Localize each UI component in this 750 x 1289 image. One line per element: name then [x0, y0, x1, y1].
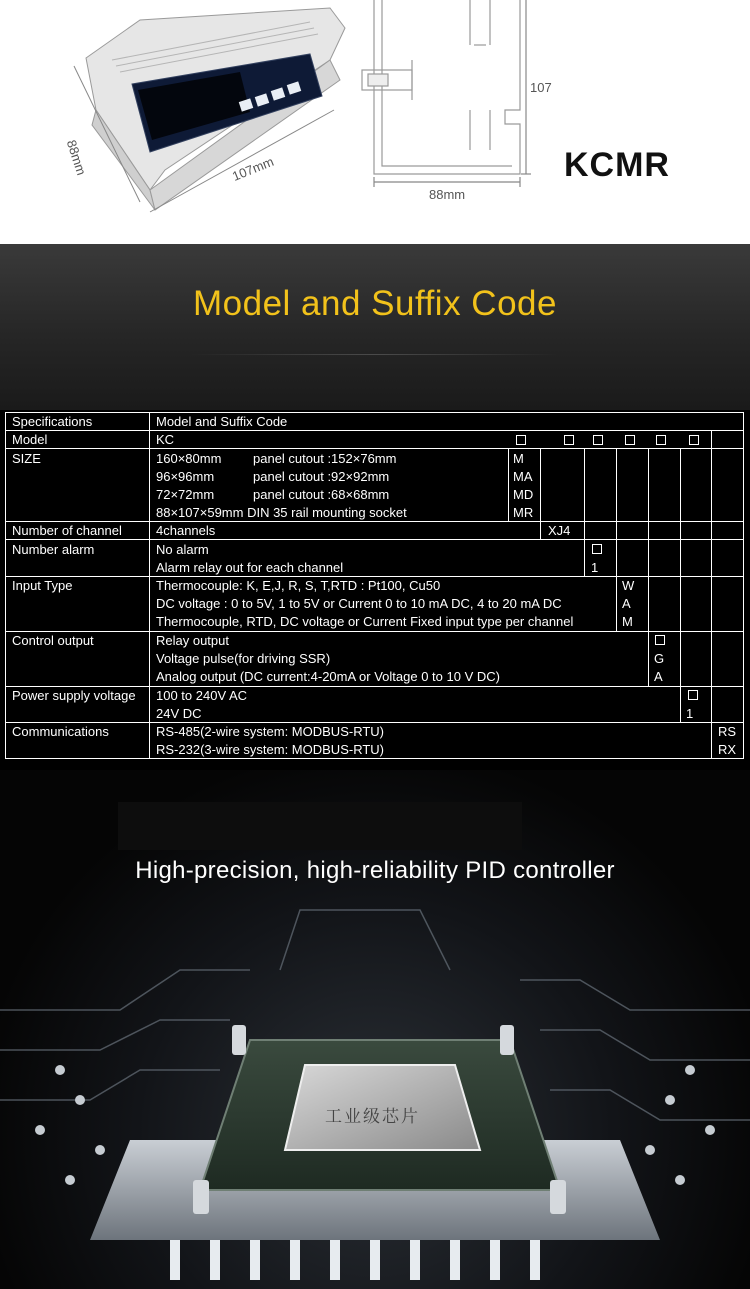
channel-row-label: Number of channel: [12, 523, 122, 538]
size-row-label: SIZE: [12, 451, 41, 466]
size-dims: 88×107×59mm DIN 35 rail mounting socket: [156, 505, 407, 520]
length-dimension-label: 107mm: [230, 153, 276, 184]
section-title: Model and Suffix Code: [193, 284, 557, 323]
input-code: M: [622, 614, 633, 629]
header-model-suffix: Model and Suffix Code: [156, 414, 288, 429]
size-dims: 72×72mm: [156, 487, 215, 502]
input-option: Thermocouple, RTD, DC voltage or Current Fixed input type per channel: [156, 614, 574, 629]
size-code: MR: [513, 505, 534, 520]
product-drawing-section: [0, 0, 750, 244]
control-option: Voltage pulse(for driving SSR): [156, 651, 331, 666]
dimension-drawing: [0, 0, 750, 244]
power-option: 24V DC: [156, 706, 202, 721]
size-dims: 96×96mm: [156, 469, 215, 484]
size-code: MA: [513, 469, 533, 484]
suffix-placeholder-box: [689, 435, 699, 445]
size-dims: 160×80mm: [156, 451, 222, 466]
alarm-code: 1: [591, 560, 599, 575]
suffix-placeholder-box: [516, 435, 526, 445]
input-row-label: Input Type: [12, 578, 73, 593]
size-cutout: panel cutout :92×92mm: [253, 469, 390, 484]
suffix-placeholder-box: [625, 435, 635, 445]
circuit-board-illustration: [0, 770, 750, 1289]
input-code: W: [622, 578, 635, 593]
comm-code: RS: [718, 724, 737, 739]
width-dimension-label: 88mm: [429, 187, 466, 202]
control-row-label: Control output: [12, 633, 94, 648]
power-option: 100 to 240V AC: [156, 688, 248, 703]
input-option: Thermocouple: K, E,J, R, S, T,RTD : Pt100, Cu50: [156, 578, 441, 593]
size-code: MD: [513, 487, 534, 502]
comm-code: RX: [718, 742, 737, 757]
din-rail-device-illustration: [74, 8, 345, 212]
comm-row-label: Communications: [12, 724, 109, 739]
input-code: A: [622, 596, 631, 611]
power-code: 1: [686, 706, 694, 721]
header-specifications: Specifications: [12, 414, 93, 429]
suffix-placeholder-box: [593, 435, 603, 445]
control-code: G: [654, 651, 665, 666]
side-view-outline: [362, 0, 531, 187]
alarm-option: Alarm relay out for each channel: [156, 560, 344, 575]
suffix-placeholder-box: [688, 690, 698, 700]
model-row-label: Model: [12, 432, 48, 447]
input-option: DC voltage : 0 to 5V, 1 to 5V or Current 0 to 10 mA DC, 4 to 20 mA DC: [156, 596, 562, 611]
size-cutout: panel cutout :152×76mm: [253, 451, 397, 466]
model-row-value: KC: [156, 432, 175, 447]
title-banner: [0, 244, 750, 410]
control-option: Relay output: [156, 633, 229, 648]
alarm-row-label: Number alarm: [12, 542, 95, 557]
alarm-option: No alarm: [156, 542, 209, 557]
suffix-placeholder-box: [655, 635, 665, 645]
channel-row-value: 4channels: [156, 523, 216, 538]
size-code: M: [513, 451, 524, 466]
height-dimension-label: 107: [530, 80, 552, 95]
comm-option: RS-232(3-wire system: MODBUS-RTU): [156, 742, 385, 757]
pid-promo-section: [0, 770, 750, 1289]
power-row-label: Power supply voltage: [12, 688, 136, 703]
size-cutout: panel cutout :68×68mm: [253, 487, 390, 502]
spec-table: [0, 410, 750, 770]
control-code: A: [654, 669, 663, 684]
chip-label: 工业级芯片: [325, 1107, 420, 1126]
model-code-label: KCMR: [564, 146, 670, 184]
suffix-placeholder-box: [592, 544, 602, 554]
depth-dimension-label: 88mm: [63, 138, 90, 177]
pid-headline: High-precision, high-reliability PID controller: [135, 857, 615, 884]
banner-divider: [190, 354, 560, 355]
comm-option: RS-485(2-wire system: MODBUS-RTU): [156, 724, 385, 739]
suffix-placeholder-box: [564, 435, 574, 445]
suffix-placeholder-box: [656, 435, 666, 445]
control-option: Analog output (DC current:4-20mA or Voltage 0 to 10 V DC): [156, 669, 500, 684]
channel-code: XJ4: [548, 523, 571, 538]
